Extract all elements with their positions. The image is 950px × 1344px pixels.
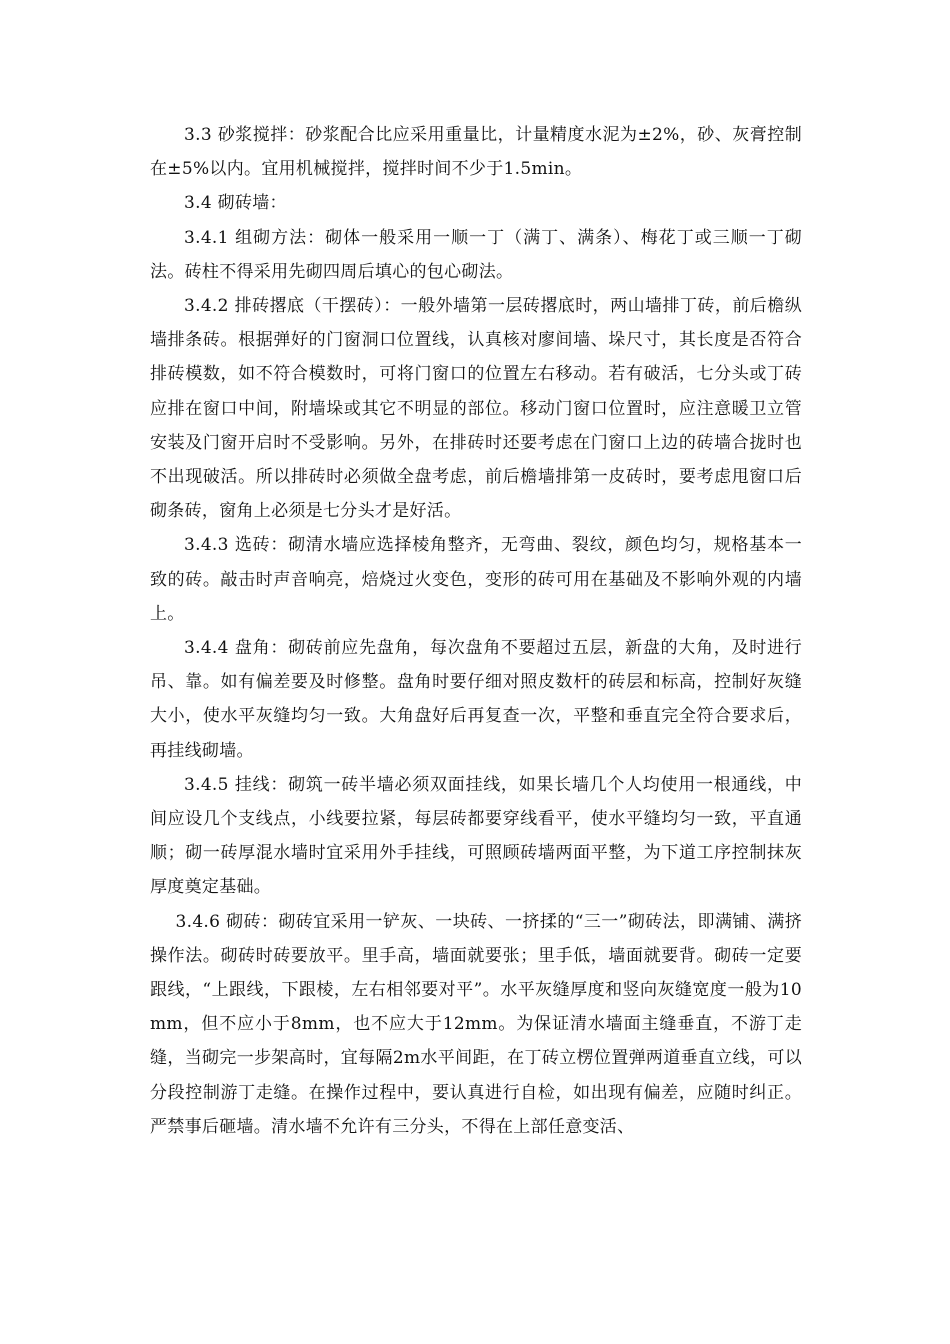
paragraph-3-4-brick-wall-heading: 3.4 砌砖墙： [184, 193, 287, 214]
document-page [150, 118, 802, 1144]
paragraph-3-4-3-brick-selection: 3.4.3 选砖：砌清水墙应选择棱角整齐，无弯曲、裂纹，颜色均匀，规格基本一致的砖。敲击时声音响亮，焙烧过火变色，变形的砖可用在基础及不影响外观的内墙上。 [150, 535, 802, 624]
paragraph-3-4-4-corner-building: 3.4.4 盘角：砌砖前应先盘角，每次盘角不要超过五层，新盘的大角，及时进行吊、靠。如有偏差要及时修整。盘角时要仔细对照皮数杆的砖层和标高，控制好灰缝大小，使水平灰缝均匀一致。大角盘好后再复查一次，平整和垂直完全符合要求后，再挂线砌墙。 [150, 638, 802, 761]
paragraph-3-4-5-line-hanging: 3.4.5 挂线：砌筑一砖半墙必须双面挂线，如果长墙几个人均使用一根通线，中间应设几个支线点，小线要拉紧，每层砖都要穿线看平，使水平缝均匀一致，平直通顺；砌一砖厚混水墙时宜采用外手挂线，可照顾砖墙两面平整，为下道工序控制抹灰厚度奠定基础。 [150, 774, 802, 898]
paragraph-3-3-mortar-mixing: 3.3 砂浆搅拌：砂浆配合比应采用重量比，计量精度水泥为±2%，砂、灰膏控制在±5%以内。宜用机械搅拌，搅拌时间不少于1.5min。 [150, 125, 802, 180]
paragraph-3-4-6-bricklaying: 3.4.6 砌砖：砌砖宜采用一铲灰、一块砖、一挤揉的“三一”砌砖法，即满铺、满挤操作法。砌砖时砖要放平。里手高，墙面就要张；里手低，墙面就要背。砌砖一定要跟线，“上跟线，下跟棱，左右相邻要对平”。水平灰缝厚度和竖向灰缝宽度一般为10mm，但不应小于8mm，也不应大于12mm。为保证清水墙面主缝垂直，不游丁走缝，当砌完一步架高时，宜每隔2m水平间距，在丁砖立楞位置弹两道垂直立线，可以分段控制游丁走缝。在操作过程中，要认真进行自检，如出现有偏差，应随时纠正。严禁事后砸墙。清水墙不允许有三分头，不得在上部任意变活、 [150, 911, 802, 1137]
paragraph-3-4-2-brick-layout: 3.4.2 排砖撂底（干摆砖）：一般外墙第一层砖撂底时，两山墙排丁砖，前后檐纵墙排条砖。根据弹好的门窗洞口位置线，认真核对廖间墙、垛尺寸，其长度是否符合排砖模数，如不符合模数时，可将门窗口的位置左右移动。若有破活，七分头或丁砖应排在窗口中间，附墙垛或其它不明显的部位。移动门窗口位置时，应注意暖卫立管安装及门窗开启时不受影响。另外，在排砖时还要考虑在门窗口上边的砖墙合拢时也不出现破活。所以排砖时必须做全盘考虑，前后檐墙排第一皮砖时，要考虑甩窗口后砌条砖，窗角上必须是七分头才是好活。 [150, 296, 802, 522]
paragraph-3-4-1-bonding-method: 3.4.1 组砌方法：砌体一般采用一顺一丁（满丁、满条）、梅花丁或三顺一丁砌法。砖柱不得采用先砌四周后填心的包心砌法。 [150, 227, 802, 282]
